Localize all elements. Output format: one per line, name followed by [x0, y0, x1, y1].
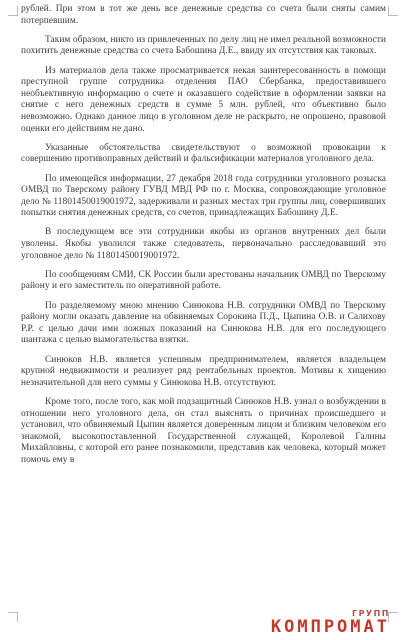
paragraph: По сообщениям СМИ, СК России были арестованы начальник ОМВД по Тверскому району и его заместитель по оперативной работе. — [21, 269, 386, 292]
page-corner-mark — [388, 6, 398, 16]
paragraph: По имеющейся информации, 27 декабря 2018 года сотрудники уголовного розыска ОМВД по Тверскому району ГУВД МВД РФ по г. Москва, сопровождающие уголовное дело № 11801450019001972, задерживали и разных местах три группы лиц, совершивших попытки снятия денежных средств, со счетов, принадлежащих Бабошину Д.Е. — [21, 173, 386, 219]
paragraph: Указанные обстоятельства свидетельствуют о возможной провокации к совершению противоправных действий и фальсификации материалов уголовного дела. — [21, 142, 386, 165]
paragraph: Таким образом, никто из привлеченных по делу лиц не имел реальной возможности похитить денежные средства со счета Бабошина Д.Е., ввиду их отсутствия как таковых. — [21, 34, 386, 57]
page-corner-mark — [8, 6, 18, 16]
paragraph: Синюков Н.В. является успешным предпринимателем, является владельцем крупной недвижимости и реализует ряд рентабельных проектов. Мотивы к хищению незначительной для него суммы у Синюкова Н.В. отсутствуют. — [21, 354, 386, 388]
paragraph: В последующем все эти сотрудники якобы из органов внутренних дел были уволены. Якобы уволился также следователь, первоначально расследовавший это уголовное дело № 11801450019001972. — [21, 227, 386, 261]
paragraph: Кроме того, после того, как мой подзащитный Синюков Н.В. узнал о возбуждении в отношении него уголовного дела, он стал выяснять о причинах происшедшего и установил, что обвиняемый Цыпин является доверенным лицом и близким человеком его знакомой, высокопоставленной Государственной служащей, Королевой Галины Михайловны, с которой его ранее познакомили, представив как человека, который может помочь ему в — [21, 396, 386, 465]
watermark-title: КОМПРОМАТ — [270, 617, 390, 637]
watermark-subtitle: ГРУПП — [351, 609, 390, 618]
page-corner-mark — [8, 612, 18, 622]
paragraph: рублей. При этом в тот же день все денежные средства со счета были сняты самим потерпевшим. — [21, 4, 386, 26]
paragraph: По разделяемому мною мнению Синюкова Н.В. сотрудники ОМВД по Тверскому району могли оказать давление на обвиняемых Сорокина П.Д., Цыпина О.В. и Салихову Р.Р. с целью дачи ими ложных показаний на Синюкова Н.В. для его последующего шантажа с целью вымогательства взятки. — [21, 300, 386, 346]
paragraph: Из материалов дела также просматривается некая заинтересованность в помощи преступной группе сотрудника отделения ПАО Сбербанка, предоставившего необъективную информацию о счете и оказавшего содействие в оформлении заявки на снятие с него денежных средств в сумме 5 млн. рублей, что объективно было невозможно. Однако данное лицо в уголовном деле не раскрыто, не опрошено, правовой оценки его действиям не дано. — [21, 65, 386, 134]
watermark-logo — [244, 609, 394, 637]
